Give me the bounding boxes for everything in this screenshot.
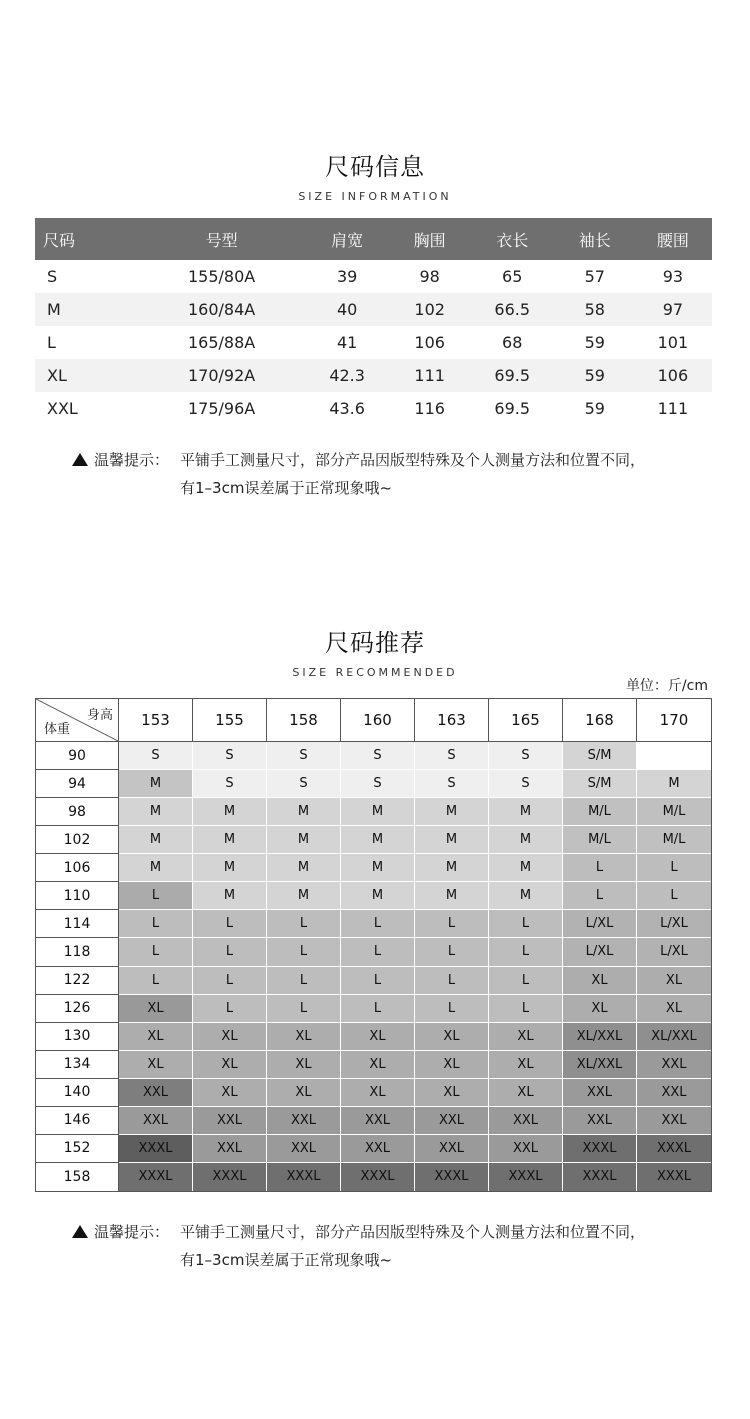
size-info-cell: 58 [556, 293, 634, 326]
size-info-header-cell: 腰围 [634, 218, 712, 260]
size-info-body [35, 260, 712, 425]
size-recommend-cell: L [193, 995, 267, 1023]
size-recommend-cell: XXL [637, 1051, 711, 1079]
size-recommend-cell: XL [489, 1023, 563, 1051]
size-recommend-cell: L [563, 882, 637, 910]
size-recommend-cell: XL [415, 1023, 489, 1051]
size-recommend-cell: M [489, 826, 563, 854]
size-recommend-cell: L [193, 910, 267, 938]
size-recommend-cell: XXL [637, 1107, 711, 1135]
size-recommend-cell: M [489, 854, 563, 882]
warning-icon [72, 453, 88, 466]
weight-header-cell: 146 [36, 1107, 119, 1135]
size-info-cell: 59 [584, 399, 605, 418]
size-recommend-cell: XXL [193, 1107, 267, 1135]
size-recommend-cell: XXXL [563, 1135, 637, 1163]
size-info-cell: 170/92A [140, 359, 304, 392]
size-recommend-cell: XXL [415, 1107, 489, 1135]
size-recommend-cell: L [119, 938, 193, 966]
size-info-cell: 98 [419, 267, 440, 286]
weight-header-cell: 126 [36, 995, 119, 1023]
size-recommend-cell: XL [119, 1051, 193, 1079]
size-recommend-cell: M [267, 798, 341, 826]
size-recommend-cell: L [267, 967, 341, 995]
tip-line-1-bottom [72, 1218, 712, 1246]
size-recommend-cell: M/L [637, 826, 711, 854]
weight-header-cell: 114 [36, 910, 119, 938]
size-info-cell: 101 [657, 333, 689, 352]
tip-line-1 [72, 446, 712, 474]
size-recommend-cell: L/XL [563, 938, 637, 966]
weight-header-cell: 94 [36, 770, 119, 798]
size-recommend-cell: XXL [341, 1135, 415, 1163]
size-recommend-cell: L [119, 910, 193, 938]
size-recommend-cell: XXXL [341, 1163, 415, 1191]
size-recommend-cell: M [119, 770, 193, 798]
size-recommend-cell: XL/XXL [637, 1023, 711, 1051]
weight-header-cell: 110 [36, 882, 119, 910]
size-recommend-cell: L [637, 854, 711, 882]
size-recommend-cell: S [415, 770, 489, 798]
size-recommend-cell: L [193, 938, 267, 966]
size-recommend-cell: XXL [415, 1135, 489, 1163]
size-recommend-cell: M/L [563, 826, 637, 854]
size-info-tip [72, 446, 712, 502]
size-recommend-cell: M [341, 798, 415, 826]
size-recommend-cell: S [489, 742, 563, 770]
table-row [35, 260, 712, 293]
size-info-cell: 160/84A [140, 293, 304, 326]
size-recommend-cell: XXXL [267, 1163, 341, 1191]
size-recommend-cell: XXL [637, 1079, 711, 1107]
size-info-cell: 59 [584, 333, 605, 352]
table-row [35, 392, 712, 425]
tip-text-1-bottom: 平铺手工测量尺寸，部分产品因版型特殊及个人测量方法和位置不同， [180, 1223, 646, 1241]
size-recommend-cell: M [415, 854, 489, 882]
size-recommend-cell: M [119, 798, 193, 826]
size-info-cell: 111 [391, 359, 469, 392]
size-recommend-cell: XL [193, 1023, 267, 1051]
size-recommend-cell: L [489, 995, 563, 1023]
size-info-cell: 40 [304, 293, 391, 326]
size-recommend-cell: L [341, 910, 415, 938]
size-recommend-cell: XXXL [119, 1135, 193, 1163]
size-recommend-cell: M [341, 882, 415, 910]
size-recommend-cell: XXXL [193, 1163, 267, 1191]
size-recommend-cell: M [341, 854, 415, 882]
size-recommend-cell: L [415, 938, 489, 966]
size-info-cell: M [35, 293, 140, 326]
size-info-header-cell: 袖长 [556, 218, 634, 260]
size-info-cell: XL [35, 359, 140, 392]
weight-header-cell: 134 [36, 1051, 119, 1079]
size-recommend-cell: L [415, 995, 489, 1023]
height-header-cell: 153 [119, 699, 193, 742]
size-recommend-cell: XL [267, 1051, 341, 1079]
height-header-cell: 158 [267, 699, 341, 742]
size-info-cell: 106 [414, 333, 445, 352]
size-recommend-cell: L [341, 967, 415, 995]
size-recommend-title [0, 623, 750, 679]
size-recommend-cell: S [489, 770, 563, 798]
weight-header-cell: 90 [36, 742, 119, 770]
size-info-cell: 116 [414, 399, 445, 418]
size-recommend-cell: XXL [563, 1079, 637, 1107]
size-recommend-cell: XL [267, 1079, 341, 1107]
size-info-title [0, 147, 750, 203]
weight-header-cell: 130 [36, 1023, 119, 1051]
size-recommend-cell: XXXL [637, 1135, 711, 1163]
size-recommend-cell: XL [415, 1079, 489, 1107]
weight-header-cell: 140 [36, 1079, 119, 1107]
size-info-cell: L [47, 333, 56, 352]
weight-header-cell: 122 [36, 967, 119, 995]
weight-header-cell: 118 [36, 938, 119, 966]
size-recommend-cell: XL [489, 1051, 563, 1079]
table-row [35, 293, 712, 326]
size-recommend-cell: S [119, 742, 193, 770]
size-recommend-cell: L [119, 967, 193, 995]
size-info-header-cell: 尺码 [35, 218, 140, 260]
size-info-cell: 165/88A [187, 333, 256, 352]
tip-label: 温馨提示： [94, 451, 170, 469]
size-recommend-cell: M [119, 826, 193, 854]
tip-text-2: 有1–3cm误差属于正常现象哦~ [180, 479, 393, 497]
size-info-title-cn: 尺码信息 [325, 153, 425, 181]
size-recommend-cell: L [489, 938, 563, 966]
height-header-cell: 165 [489, 699, 563, 742]
corner-weight-label: 体重 [44, 722, 71, 737]
size-recommend-cell: XL [489, 1079, 563, 1107]
size-info-cell: 41 [336, 333, 358, 352]
size-info-cell: 93 [662, 267, 684, 286]
size-recommend-cell: M [119, 854, 193, 882]
size-recommend-cell: L/XL [637, 910, 711, 938]
size-recommend-cell: L [341, 938, 415, 966]
size-recommend-cell: L [489, 910, 563, 938]
size-recommend-cell: M [341, 826, 415, 854]
size-info-cell: 66.5 [469, 293, 556, 326]
size-recommend-cell: M [489, 882, 563, 910]
size-info-cell: 69.5 [494, 399, 531, 418]
size-recommend-cell: M [193, 882, 267, 910]
size-recommend-cell: S [341, 742, 415, 770]
size-info-cell: 57 [584, 267, 605, 286]
size-info-cell: 102 [391, 293, 469, 326]
size-recommend-cell: S [415, 742, 489, 770]
height-header-cell: 163 [415, 699, 489, 742]
height-header-cell: 160 [341, 699, 415, 742]
size-info-cell: 59 [556, 359, 634, 392]
size-info-cell: 68 [502, 333, 523, 352]
size-recommend-cell: M [267, 882, 341, 910]
size-recommend-cell: XL [341, 1023, 415, 1051]
size-recommend-cell: XL [341, 1051, 415, 1079]
size-recommend-cell: XXL [341, 1107, 415, 1135]
size-info-cell: 97 [634, 293, 712, 326]
size-recommend-cell: M [637, 770, 711, 798]
size-recommend-cell: M [415, 798, 489, 826]
tip-text-1: 平铺手工测量尺寸，部分产品因版型特殊及个人测量方法和位置不同， [180, 451, 646, 469]
weight-header-cell: 158 [36, 1163, 119, 1191]
size-recommend-cell: XXL [489, 1107, 563, 1135]
size-recommend-cell: XXXL [119, 1163, 193, 1191]
size-recommend-cell: L [267, 910, 341, 938]
size-recommend-cell: XXXL [489, 1163, 563, 1191]
size-info-cell: 175/96A [187, 399, 256, 418]
size-recommend-cell: XXL [119, 1079, 193, 1107]
size-recommend-cell: XL [563, 967, 637, 995]
size-recommend-cell: XXL [267, 1107, 341, 1135]
weight-header-cell: 98 [36, 798, 119, 826]
size-info-cell: S [47, 267, 58, 286]
size-recommend-cell: S [193, 770, 267, 798]
size-recommend-cell: M [415, 826, 489, 854]
size-recommend-cell: L/XL [563, 910, 637, 938]
size-recommend-cell: XL/XXL [563, 1051, 637, 1079]
grid-corner [36, 699, 119, 742]
size-recommend-cell: XL [119, 995, 193, 1023]
size-recommend-cell: M/L [637, 798, 711, 826]
size-recommend-cell: L [267, 938, 341, 966]
size-info-header-cell: 号型 [140, 218, 304, 260]
size-recommend-cell: XL [267, 1023, 341, 1051]
size-recommend-tip [72, 1218, 712, 1274]
weight-header-cell: 152 [36, 1135, 119, 1163]
size-info-cell: 69.5 [469, 359, 556, 392]
size-recommend-grid [35, 698, 712, 1192]
height-header-cell: 170 [637, 699, 711, 742]
size-recommend-cell: S [341, 770, 415, 798]
weight-header-cell: 102 [36, 826, 119, 854]
size-recommend-cell: S [267, 742, 341, 770]
size-info-cell: 43.6 [329, 399, 365, 418]
unit-label: 单位：斤/cm [625, 678, 708, 694]
size-recommend-cell: XXL [563, 1107, 637, 1135]
size-info-title-en: SIZE INFORMATION [298, 190, 452, 203]
size-recommend-cell: L [415, 967, 489, 995]
size-recommend-cell: XL [415, 1051, 489, 1079]
size-recommend-cell: XL [193, 1051, 267, 1079]
size-recommend-cell: XXL [489, 1135, 563, 1163]
size-recommend-cell: L [193, 967, 267, 995]
size-recommend-cell: S/M [563, 770, 637, 798]
size-recommend-cell [637, 742, 711, 770]
size-recommend-title-en: SIZE RECOMMENDED [292, 666, 458, 679]
size-recommend-cell: L [119, 882, 193, 910]
size-recommend-cell: L [341, 995, 415, 1023]
warning-icon [72, 1225, 88, 1238]
size-recommend-cell: XL [119, 1023, 193, 1051]
size-info-cell: 155/80A [187, 267, 256, 286]
size-info-header-cell: 肩宽 [304, 218, 391, 260]
size-info-cell: 42.3 [304, 359, 391, 392]
size-recommend-cell: M [193, 854, 267, 882]
size-recommend-cell: M [193, 826, 267, 854]
size-recommend-cell: XL [563, 995, 637, 1023]
size-recommend-cell: S [267, 770, 341, 798]
size-info-cell: 106 [634, 359, 712, 392]
corner-height-label: 身高 [86, 708, 113, 723]
size-recommend-cell: M [267, 854, 341, 882]
size-recommend-cell: XXL [267, 1135, 341, 1163]
size-recommend-cell: XXXL [415, 1163, 489, 1191]
size-info-cell: XXL [47, 399, 78, 418]
size-recommend-cell: M [267, 826, 341, 854]
size-recommend-cell: L [267, 995, 341, 1023]
size-info-header-cell: 衣长 [469, 218, 556, 260]
size-info-header-row [35, 218, 712, 260]
size-recommend-cell: M [193, 798, 267, 826]
size-recommend-cell: XXL [193, 1135, 267, 1163]
tip-label-bottom: 温馨提示： [94, 1223, 170, 1241]
size-recommend-cell: XXXL [563, 1163, 637, 1191]
table-row [35, 359, 712, 392]
height-header-cell: 168 [563, 699, 637, 742]
size-recommend-cell: L [415, 910, 489, 938]
tip-text-2-bottom: 有1–3cm误差属于正常现象哦~ [180, 1251, 393, 1269]
height-header-cell: 155 [193, 699, 267, 742]
size-recommend-cell: L [637, 882, 711, 910]
size-recommend-cell: L [563, 854, 637, 882]
size-recommend-cell: M [489, 798, 563, 826]
size-recommend-cell: XL [637, 967, 711, 995]
size-recommend-title-cn: 尺码推荐 [325, 629, 425, 657]
size-recommend-cell: XL [341, 1079, 415, 1107]
size-info-table [35, 218, 712, 425]
size-recommend-cell: S/M [563, 742, 637, 770]
size-recommend-cell: XXXL [637, 1163, 711, 1191]
weight-header-cell: 106 [36, 854, 119, 882]
table-row [35, 326, 712, 359]
size-info-header-cell: 胸围 [391, 218, 469, 260]
size-recommend-cell: M/L [563, 798, 637, 826]
size-info-cell: 65 [502, 267, 523, 286]
size-recommend-cell: XL/XXL [563, 1023, 637, 1051]
size-recommend-cell: L [489, 967, 563, 995]
size-info-cell: 39 [336, 267, 358, 286]
size-recommend-cell: S [193, 742, 267, 770]
size-recommend-cell: XXL [119, 1107, 193, 1135]
size-recommend-cell: XL [637, 995, 711, 1023]
size-info-cell: 111 [657, 399, 689, 418]
size-recommend-cell: L/XL [637, 938, 711, 966]
size-recommend-cell: XL [193, 1079, 267, 1107]
size-recommend-cell: M [415, 882, 489, 910]
